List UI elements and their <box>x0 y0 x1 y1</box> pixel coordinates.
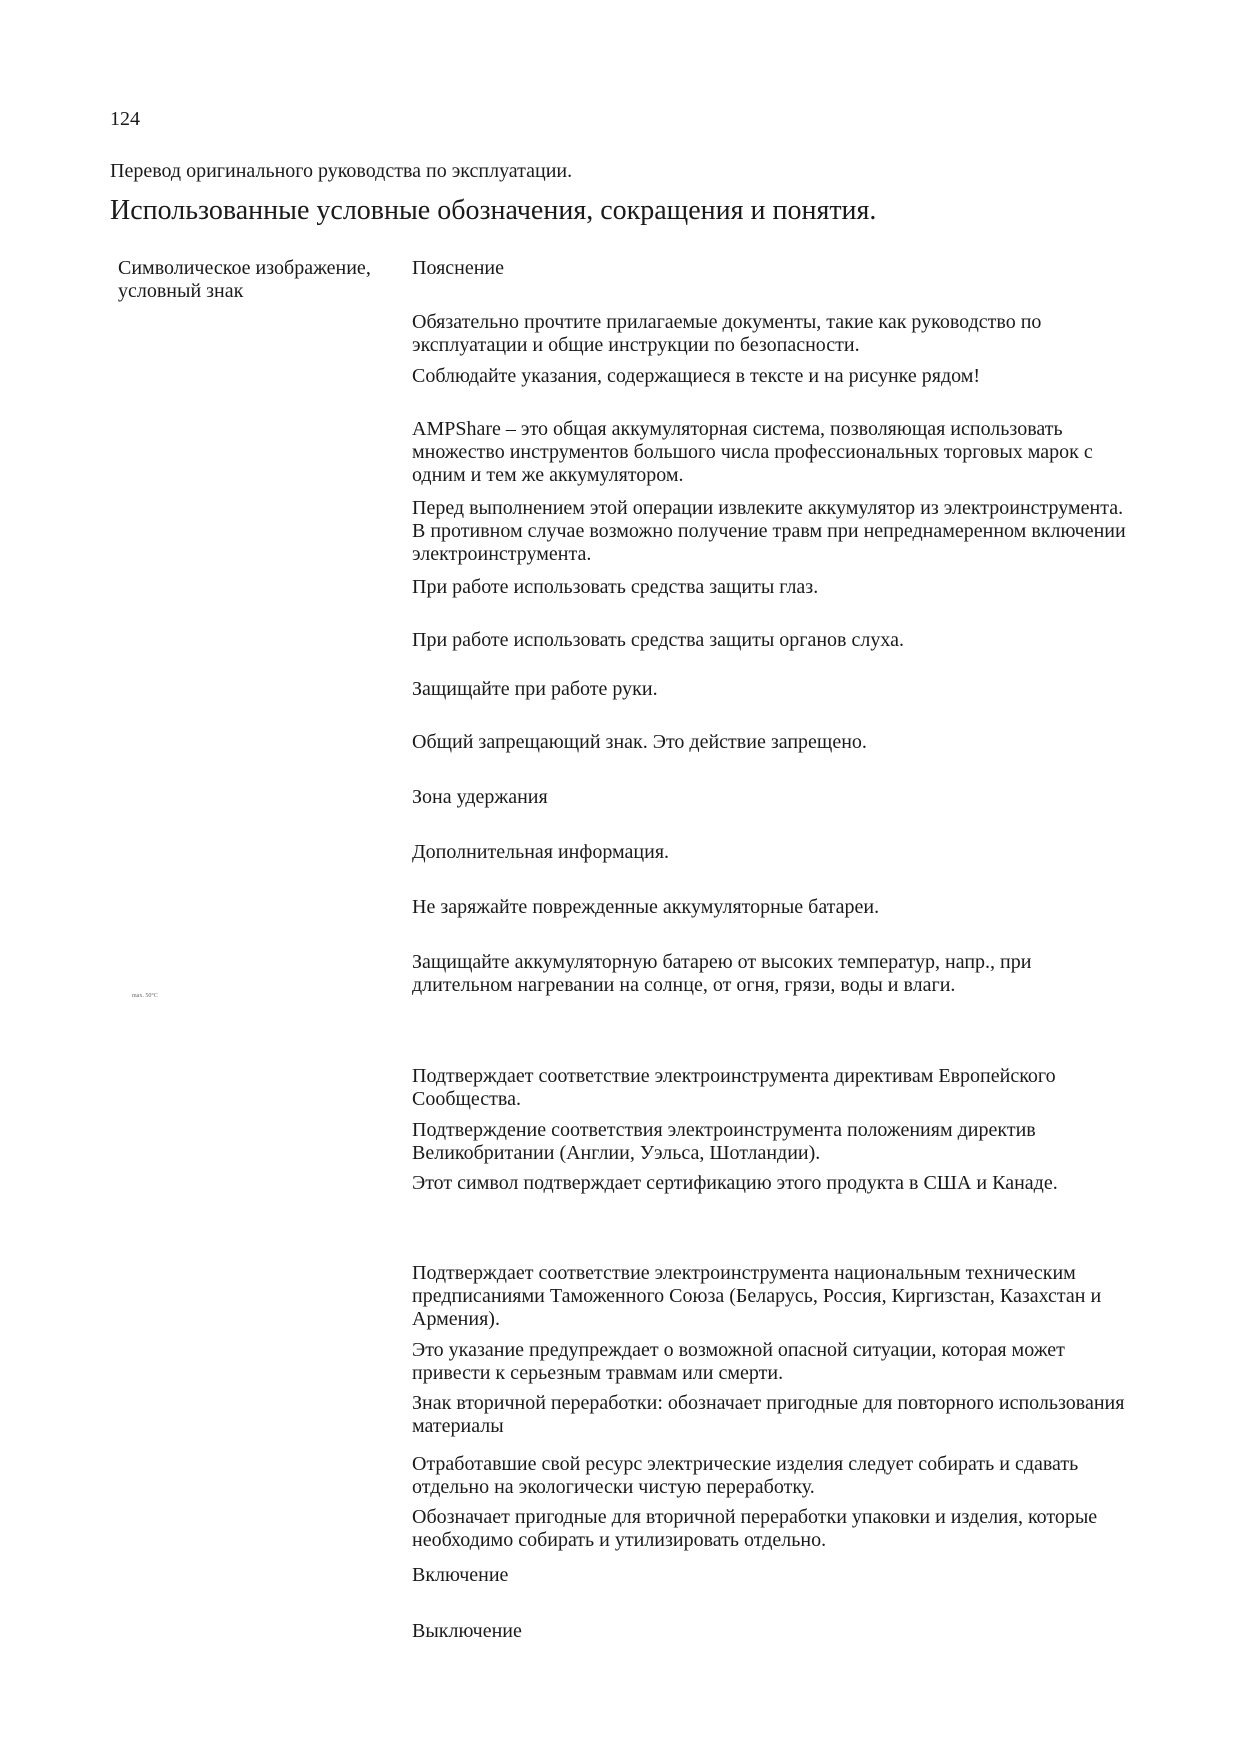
explanation-eye-protection: При работе использовать средства защиты глаз. <box>412 576 819 598</box>
column-header-explanation: Пояснение <box>412 257 505 279</box>
explanation-damaged-battery: Не заряжайте поврежденные аккумуляторные батареи. <box>412 896 880 918</box>
explanation-remove-battery: Перед выполнением этой операции извлеките аккумулятор из электроинструмента. В противном случае возможно получение травм при непреднамеренном включении электроинструмента. <box>412 497 1126 565</box>
explanation-grip-zone: Зона удержания <box>412 786 548 808</box>
explanation-read-documents: Обязательно прочтите прилагаемые документы, такие как руководство по эксплуатации и общие инструкции по безопасности. <box>412 311 1042 356</box>
column-header-symbol: Символическое изображение, условный знак <box>118 257 371 302</box>
page-title: Использованные условные обозначения, сокращения и понятия. <box>110 195 877 226</box>
explanation-ce-mark: Подтверждает соответствие электроинструмента директивам Европейского Сообщества. <box>412 1065 1056 1110</box>
explanation-additional-info: Дополнительная информация. <box>412 841 670 863</box>
explanation-us-canada-cert: Этот символ подтверждает сертификацию этого продукта в США и Канаде. <box>412 1172 1058 1194</box>
explanation-follow-instructions: Соблюдайте указания, содержащиеся в тексте и на рисунке рядом! <box>412 365 981 387</box>
explanation-weee: Отработавшие свой ресурс электрические изделия следует собирать и сдавать отдельно на экологически чистую переработку. <box>412 1453 1079 1498</box>
explanation-prohibition: Общий запрещающий знак. Это действие запрещено. <box>412 731 867 753</box>
page-number: 124 <box>110 108 140 130</box>
temperature-symbol-label: max. 50°C <box>132 993 158 999</box>
explanation-eac-mark: Подтверждает соответствие электроинструмента национальным техническим предписаниями Таможенного Союза (Беларусь, Россия, Киргизстан, Казахстан и Армения). <box>412 1262 1102 1330</box>
explanation-packaging: Обозначает пригодные для вторичной переработки упаковки и изделия, которые необходимо собирать и утилизировать отдельно. <box>412 1506 1098 1551</box>
explanation-switch-on: Включение <box>412 1564 509 1586</box>
explanation-hand-protection: Защищайте при работе руки. <box>412 678 658 700</box>
explanation-switch-off: Выключение <box>412 1620 522 1642</box>
explanation-ear-protection: При работе использовать средства защиты органов слуха. <box>412 629 904 651</box>
explanation-protect-battery: Защищайте аккумуляторную батарею от высоких температур, напр., при длительном нагревании на солнце, от огня, грязи, воды и влаги. <box>412 951 1032 996</box>
explanation-recycling: Знак вторичной переработки: обозначает пригодные для повторного использования материалы <box>412 1392 1125 1437</box>
document-subtitle: Перевод оригинального руководства по эксплуатации. <box>110 160 573 182</box>
explanation-warning: Это указание предупреждает о возможной опасной ситуации, которая может привести к серьезным травмам или смерти. <box>412 1339 1065 1384</box>
explanation-ampshare: AMPShare – это общая аккумуляторная система, позволяющая использовать множество инструментов большого числа профессиональных торговых марок с одним и тем же аккумулятором. <box>412 418 1093 486</box>
explanation-ukca-mark: Подтверждение соответствия электроинструмента положениям директив Великобритании (Англии, Уэльса, Шотландии). <box>412 1119 1036 1164</box>
